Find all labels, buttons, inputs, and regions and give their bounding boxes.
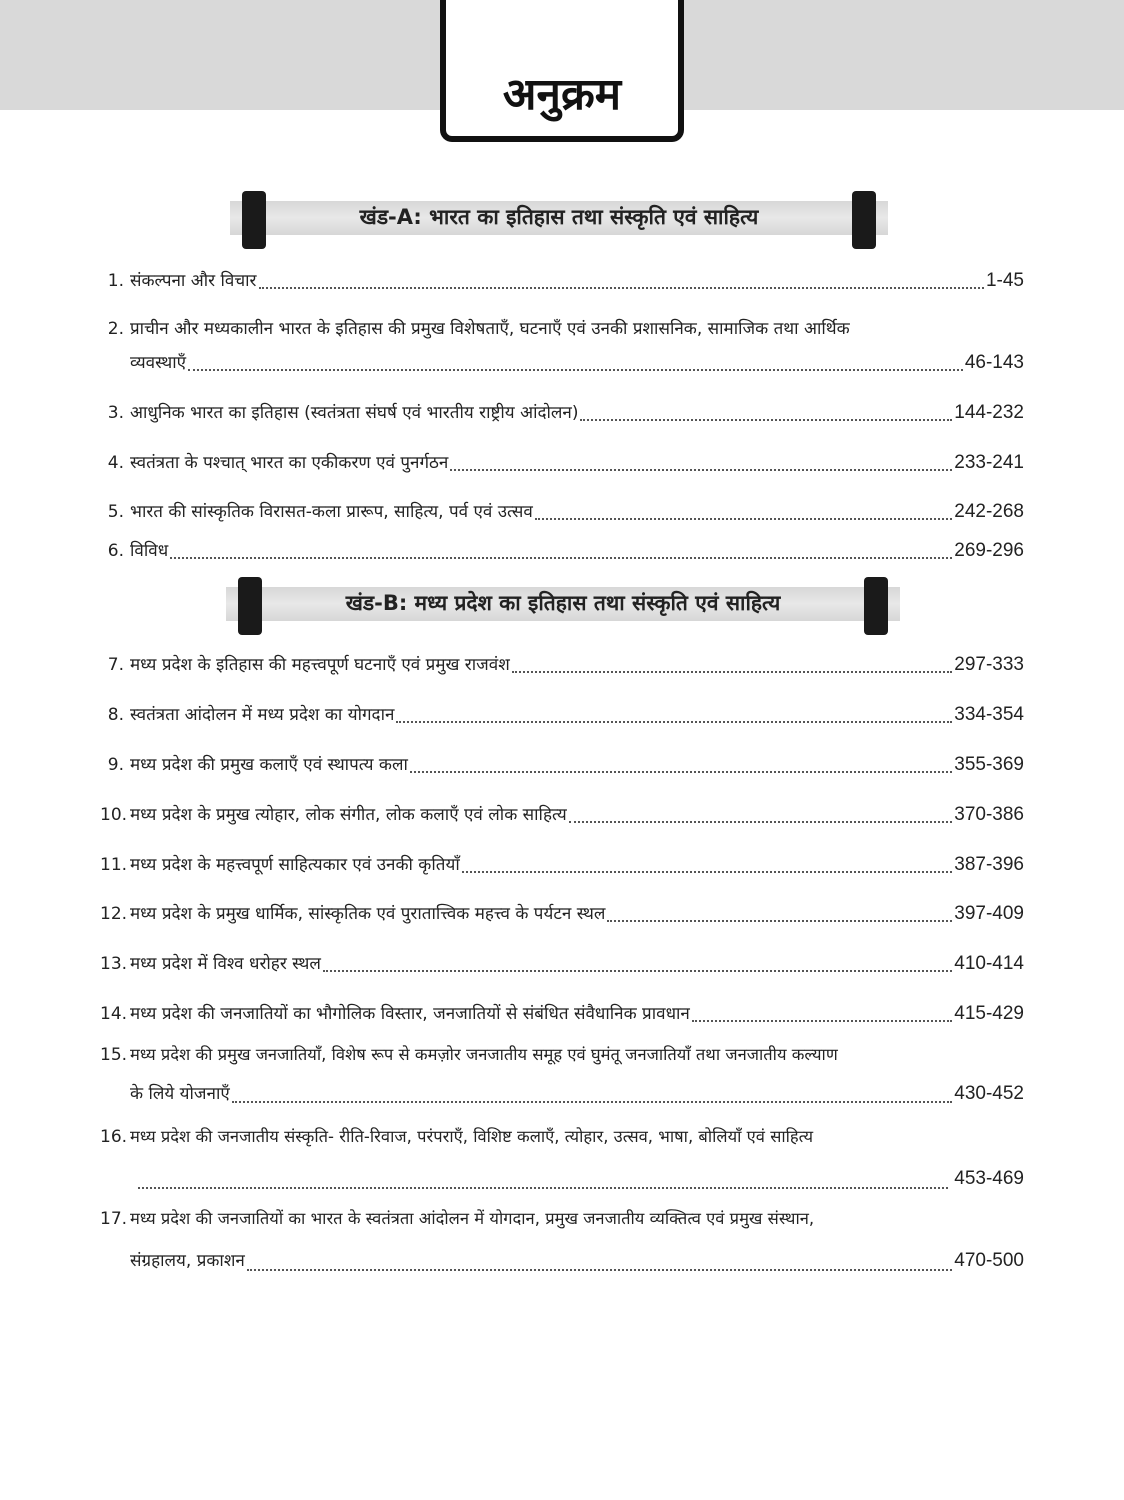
toc-entry-8[interactable] bbox=[100, 698, 1024, 732]
entry-pages: 415-429 bbox=[954, 1003, 1024, 1024]
entry-pages: 297-333 bbox=[954, 654, 1024, 675]
entry-number: 14. bbox=[100, 1004, 128, 1024]
dot-leader bbox=[462, 871, 953, 873]
entry-title: मध्य प्रदेश की जनजातीय संस्कृति- रीति-रिवाज, परंपराएँ, विशिष्ट कलाएँ, त्योहार, उत्सव, भाषा, बोलियाँ एवं साहित्य bbox=[130, 1127, 814, 1146]
entry-number: 9. bbox=[107, 755, 124, 775]
dot-leader bbox=[569, 821, 952, 823]
entry-number: 4. bbox=[107, 453, 124, 473]
entry-pages: 242-268 bbox=[954, 501, 1024, 522]
toc-entry-6[interactable] bbox=[100, 534, 1024, 568]
dot-leader bbox=[323, 970, 952, 972]
entry-pages: 1-45 bbox=[985, 270, 1024, 291]
dot-leader bbox=[580, 419, 952, 421]
dot-leader bbox=[692, 1020, 952, 1022]
toc-entry-2[interactable] bbox=[100, 313, 1024, 380]
entry-pages: 355-369 bbox=[954, 754, 1024, 775]
toc-entry-7[interactable] bbox=[100, 648, 1024, 682]
dot-leader bbox=[170, 557, 952, 559]
entry-pages: 397-409 bbox=[954, 903, 1024, 924]
entry-pages: 430-452 bbox=[954, 1083, 1024, 1104]
entry-title-continued: व्यवस्थाएँ bbox=[130, 353, 187, 373]
entry-title: मध्य प्रदेश में विश्व धरोहर स्थल bbox=[130, 954, 321, 974]
entry-pages: 470-500 bbox=[954, 1250, 1024, 1271]
entry-title: मध्य प्रदेश की प्रमुख जनजातियाँ, विशेष रूप से कमज़ोर जनजातीय समूह एवं घुमंतू जनजातियाँ तथा जनजातीय कल्याण bbox=[130, 1045, 838, 1064]
entry-number: 17. bbox=[100, 1209, 128, 1229]
title-box bbox=[440, 0, 684, 142]
section-banner-a bbox=[230, 191, 888, 249]
entry-title: विविध bbox=[130, 541, 169, 561]
entry-pages: 410-414 bbox=[954, 953, 1024, 974]
dot-leader bbox=[535, 518, 952, 520]
toc-entry-4[interactable] bbox=[100, 446, 1024, 480]
toc-entry-11[interactable] bbox=[100, 848, 1024, 882]
dot-leader bbox=[188, 369, 963, 371]
toc-entry-15[interactable] bbox=[100, 1037, 1024, 1115]
entry-title: स्वतंत्रता के पश्चात् भारत का एकीकरण एवं पुनर्गठन bbox=[130, 453, 449, 473]
entry-title: मध्य प्रदेश के प्रमुख धार्मिक, सांस्कृतिक एवं पुरातात्त्विक महत्त्व के पर्यटन स्थल bbox=[130, 904, 606, 924]
entry-title: स्वतंत्रता आंदोलन में मध्य प्रदेश का योगदान bbox=[130, 705, 395, 725]
dot-leader bbox=[450, 469, 952, 471]
dot-leader bbox=[138, 1187, 948, 1189]
entry-title: प्राचीन और मध्यकालीन भारत के इतिहास की प्रमुख विशेषताएँ, घटनाएँ एवं उनकी प्रशासनिक, सामाजिक तथा आर्थिक bbox=[130, 319, 850, 339]
entry-title: संकल्पना और विचार bbox=[130, 271, 257, 291]
toc-entry-12[interactable] bbox=[100, 897, 1024, 931]
toc-entry-1[interactable] bbox=[100, 264, 1024, 298]
entry-number: 12. bbox=[100, 904, 128, 924]
toc-entry-9[interactable] bbox=[100, 748, 1024, 782]
section-label: खंड-B: मध्य प्रदेश का इतिहास तथा संस्कृति एवं साहित्य bbox=[345, 591, 781, 615]
entry-title: भारत की सांस्कृतिक विरासत-कला प्रारूप, साहित्य, पर्व एवं उत्सव bbox=[130, 502, 533, 522]
dot-leader bbox=[259, 287, 984, 289]
entry-title: मध्य प्रदेश की जनजातियों का भौगोलिक विस्तार, जनजातियों से संबंधित संवैधानिक प्रावधान bbox=[130, 1004, 690, 1024]
entry-number: 15. bbox=[100, 1045, 128, 1065]
entry-pages: 334-354 bbox=[954, 704, 1024, 725]
section-banner-b bbox=[226, 577, 900, 635]
toc-entry-5[interactable] bbox=[100, 495, 1024, 529]
entry-pages: 370-386 bbox=[954, 804, 1024, 825]
entry-title: आधुनिक भारत का इतिहास (स्वतंत्रता संघर्ष एवं भारतीय राष्ट्रीय आंदोलन) bbox=[130, 403, 579, 423]
entry-number: 1. bbox=[107, 271, 124, 291]
toc-entry-16[interactable] bbox=[100, 1119, 1024, 1203]
entry-number: 2. bbox=[107, 319, 124, 339]
entry-pages: 233-241 bbox=[954, 452, 1024, 473]
entry-pages: 453-469 bbox=[954, 1168, 1024, 1189]
entry-title: मध्य प्रदेश के इतिहास की महत्त्वपूर्ण घटनाएँ एवं प्रमुख राजवंश bbox=[130, 655, 510, 675]
entry-title-continued: संग्रहालय, प्रकाशन bbox=[130, 1251, 245, 1271]
entry-title: मध्य प्रदेश की प्रमुख कलाएँ एवं स्थापत्य कला bbox=[130, 755, 408, 775]
toc-entry-10[interactable] bbox=[100, 798, 1024, 832]
toc-entry-14[interactable] bbox=[100, 997, 1024, 1031]
dot-leader bbox=[512, 671, 952, 673]
entry-number: 11. bbox=[100, 855, 128, 875]
entry-number: 16. bbox=[100, 1127, 128, 1147]
toc-entry-13[interactable] bbox=[100, 947, 1024, 981]
toc-entry-3[interactable] bbox=[100, 396, 1024, 430]
entry-title: मध्य प्रदेश की जनजातियों का भारत के स्वतंत्रता आंदोलन में योगदान, प्रमुख जनजातीय व्यक्तित्व एवं प्रमुख संस्थान, bbox=[130, 1209, 815, 1228]
entry-number: 10. bbox=[100, 805, 128, 825]
entry-pages: 387-396 bbox=[954, 854, 1024, 875]
page-title: अनुक्रम bbox=[502, 69, 622, 120]
entry-number: 8. bbox=[107, 705, 124, 725]
entry-pages: 144-232 bbox=[954, 402, 1024, 423]
entry-title: मध्य प्रदेश के प्रमुख त्योहार, लोक संगीत, लोक कलाएँ एवं लोक साहित्य bbox=[130, 805, 567, 825]
section-label: खंड-A: भारत का इतिहास तथा संस्कृति एवं साहित्य bbox=[359, 205, 759, 229]
dot-leader bbox=[396, 721, 952, 723]
entry-number: 7. bbox=[107, 655, 124, 675]
entry-title-continued: के लिये योजनाएँ bbox=[130, 1084, 230, 1104]
entry-number: 3. bbox=[107, 403, 124, 423]
dot-leader bbox=[247, 1269, 952, 1271]
dot-leader bbox=[607, 920, 952, 922]
entry-number: 5. bbox=[107, 502, 124, 522]
entry-number: 13. bbox=[100, 954, 128, 974]
dot-leader bbox=[232, 1101, 952, 1103]
toc-entry-17[interactable] bbox=[100, 1201, 1024, 1285]
dot-leader bbox=[410, 771, 952, 773]
entry-title: मध्य प्रदेश के महत्त्वपूर्ण साहित्यकार एवं उनकी कृतियाँ bbox=[130, 855, 460, 875]
entry-pages: 269-296 bbox=[954, 540, 1024, 561]
entry-pages: 46-143 bbox=[964, 352, 1024, 373]
entry-number: 6. bbox=[107, 541, 124, 561]
